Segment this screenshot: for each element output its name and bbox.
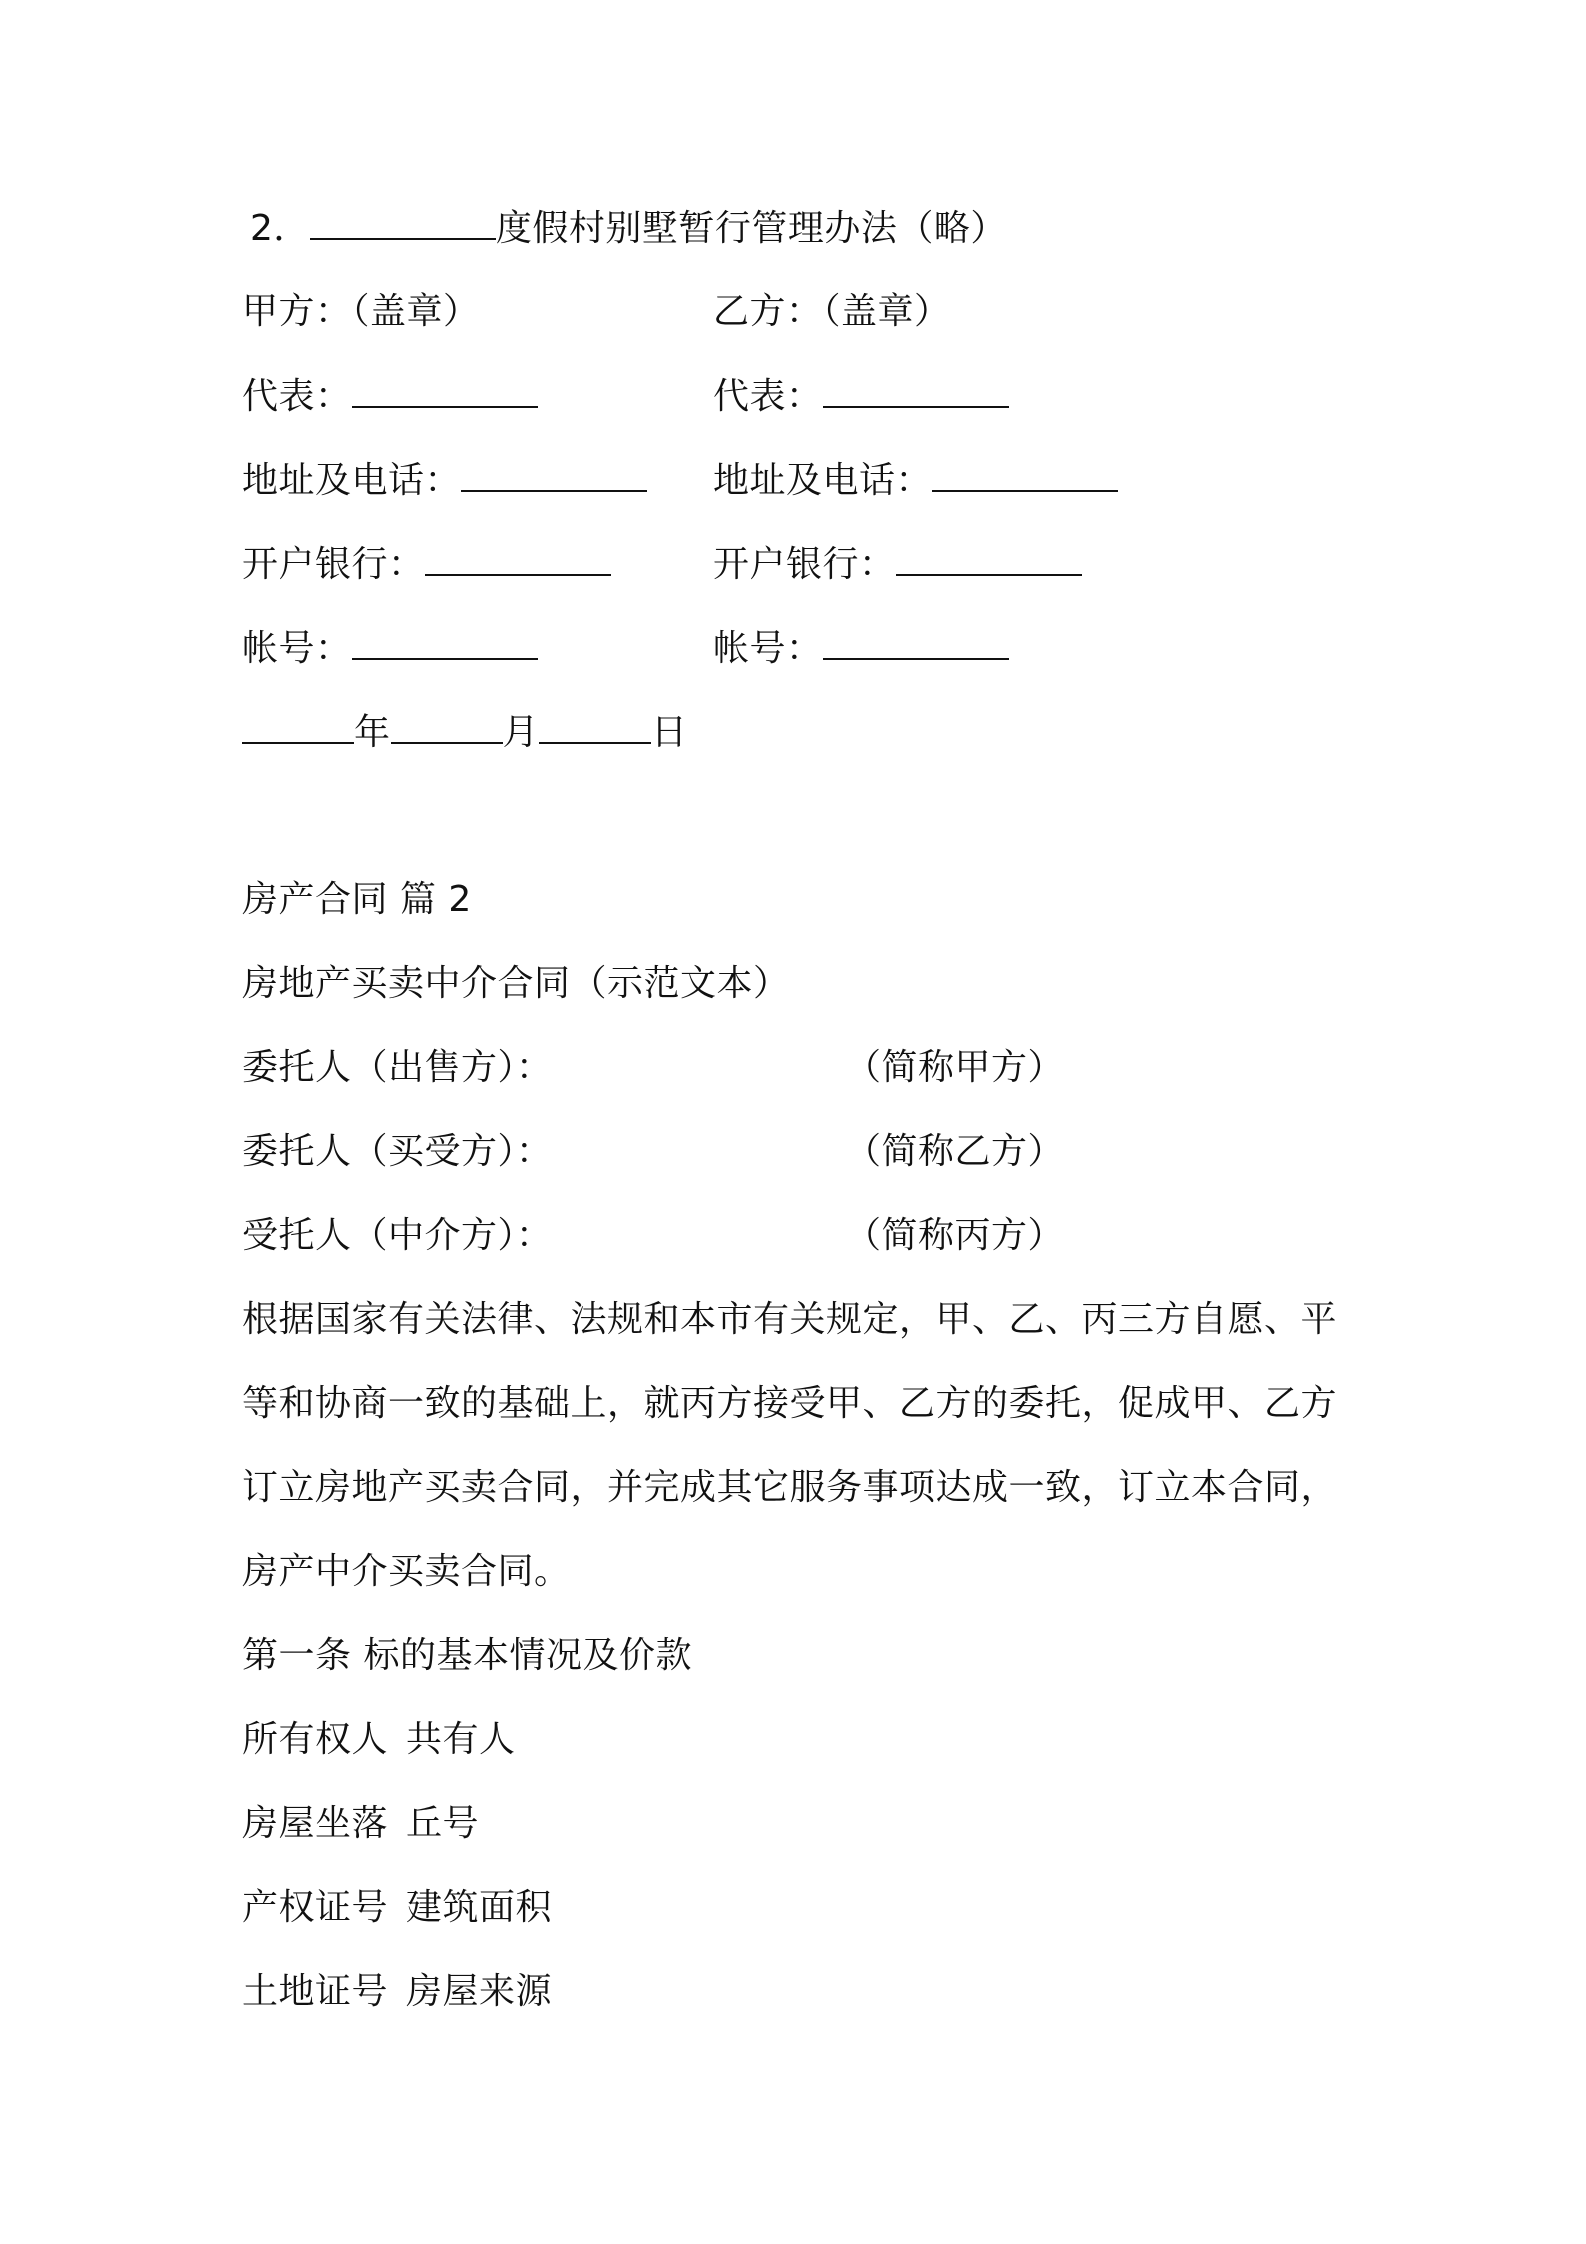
party-b-address	[713, 456, 1118, 505]
bank-label: 开户银行：	[713, 544, 896, 585]
blank-line	[823, 624, 1009, 660]
blank-line	[932, 456, 1118, 492]
party-a-address	[242, 456, 647, 505]
party-a-bank	[242, 540, 611, 589]
party-b-bank	[713, 540, 1082, 589]
paragraph-line: 根据国家有关法律、法规和本市有关规定，甲、乙、丙三方自愿、平	[242, 1299, 1338, 1340]
blank-line	[461, 456, 647, 492]
month-label: 月	[502, 712, 540, 753]
paragraph-line: 订立房地产买卖合同，并完成其它服务事项达成一致，订立本合同，	[242, 1467, 1338, 1508]
field-label: 产权证号	[242, 1887, 389, 1928]
field-label: 所有权人	[242, 1719, 389, 1760]
field-row	[242, 1716, 516, 1764]
agent-line	[242, 1212, 1342, 1260]
item-text: 度假村别墅暂行管理办法（略）	[495, 208, 1007, 249]
buyer-line	[242, 1128, 1342, 1176]
item-number: 2．	[250, 208, 310, 249]
party-a-label: 甲方：（盖章）	[242, 291, 480, 332]
year-blank	[242, 708, 354, 744]
field-label: 房屋来源	[406, 1971, 553, 2012]
date-line	[242, 708, 688, 757]
party-a-account	[242, 624, 538, 673]
field-label: 房屋坐落	[242, 1803, 389, 1844]
seller-line	[242, 1044, 1342, 1092]
field-label: 丘号	[406, 1803, 480, 1844]
account-label: 帐号：	[713, 628, 823, 669]
article-1-heading: 第一条 标的基本情况及价款	[242, 1635, 692, 1676]
blank-line	[425, 540, 611, 576]
field-row	[242, 1800, 479, 1848]
paragraph-line: 等和协商一致的基础上，就丙方接受甲、乙方的委托，促成甲、乙方	[242, 1383, 1338, 1424]
section-heading: 房产合同 篇 2	[242, 879, 472, 920]
representative-label: 代表：	[242, 376, 352, 417]
contract-title: 房地产买卖中介合同（示范文本）	[242, 963, 790, 1004]
agent-label: 受托人（中介方）：	[242, 1215, 553, 1256]
paragraph-line: 房产中介买卖合同。	[242, 1551, 571, 1592]
seller-label: 委托人（出售方）：	[242, 1047, 553, 1088]
party-b-representative	[713, 372, 1009, 421]
party-b-account	[713, 624, 1009, 673]
field-label: 建筑面积	[406, 1887, 553, 1928]
field-row	[242, 1968, 552, 2016]
buyer-abbr: （简称乙方）	[845, 1131, 1065, 1172]
party-b-label: 乙方：（盖章）	[713, 291, 951, 332]
year-label: 年	[354, 712, 391, 753]
agent-abbr: （简称丙方）	[845, 1215, 1065, 1256]
blank-line	[823, 372, 1009, 408]
field-row	[242, 1884, 552, 1932]
seller-abbr: （简称甲方）	[845, 1047, 1065, 1088]
field-label: 共有人	[406, 1719, 516, 1760]
blank-line	[352, 372, 538, 408]
buyer-label: 委托人（买受方）：	[242, 1131, 553, 1172]
representative-label: 代表：	[713, 376, 823, 417]
account-label: 帐号：	[242, 628, 352, 669]
item-2-line	[250, 204, 1007, 253]
blank-line	[310, 204, 496, 240]
day-blank	[539, 708, 651, 744]
bank-label: 开户银行：	[242, 544, 425, 585]
month-blank	[391, 708, 503, 744]
address-label: 地址及电话：	[713, 460, 933, 501]
party-a-representative	[242, 372, 538, 421]
field-label: 土地证号	[242, 1971, 389, 2012]
blank-line	[896, 540, 1082, 576]
blank-line	[352, 624, 538, 660]
day-label: 日	[651, 712, 688, 753]
address-label: 地址及电话：	[242, 460, 462, 501]
